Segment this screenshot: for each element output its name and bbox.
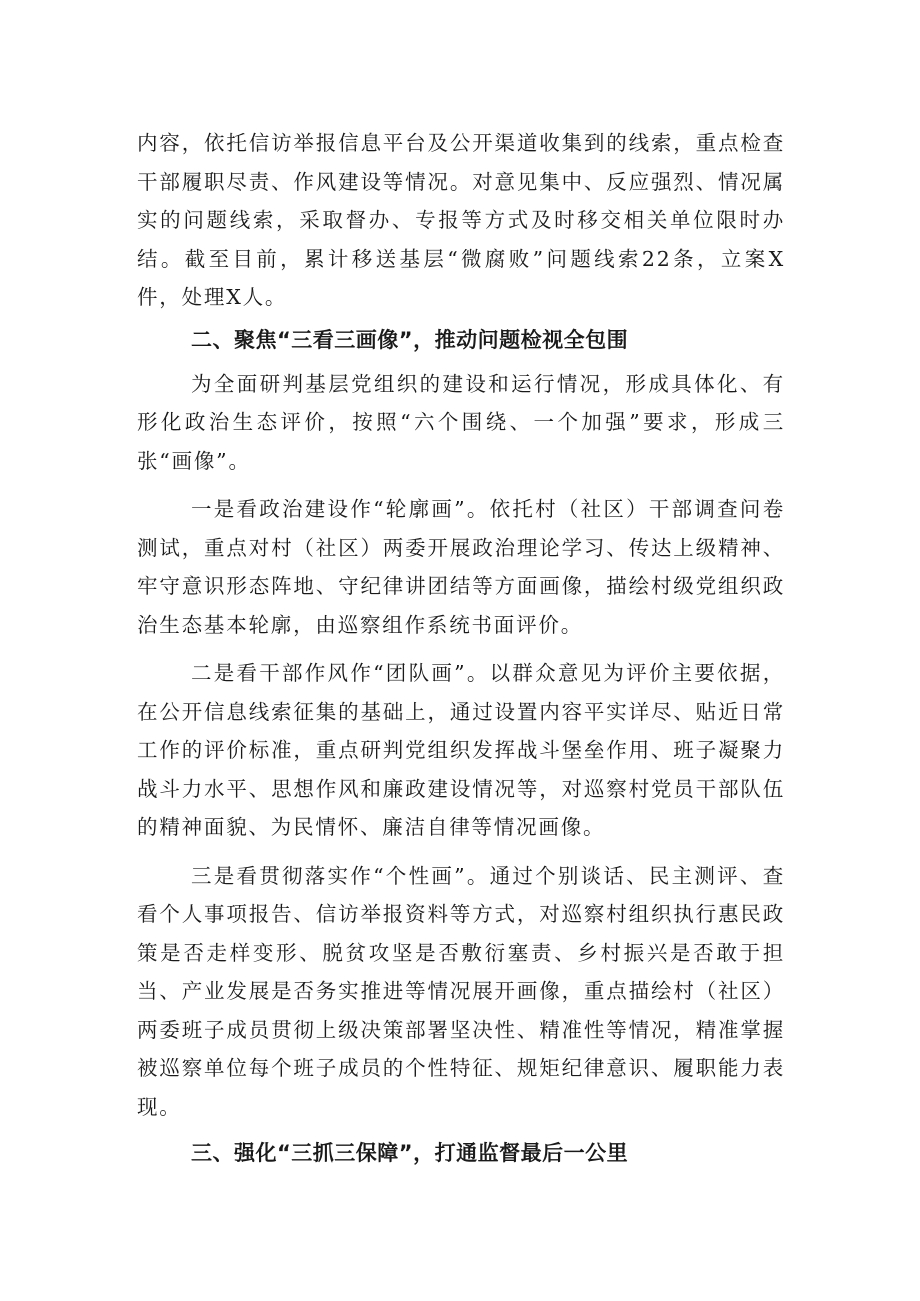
section-heading-2: 二、聚焦“三看三画像”，推动问题检视全包围 (191, 327, 629, 352)
section-heading-3: 三、强化“三抓三保障”，打通监督最后一公里 (191, 1141, 629, 1165)
section-2-item-2: 二是看干部作风作“团队画”。以群众意见为评价主要依据，在公开信息线索征集的基础上，通过设置内容平实详尽、贴近日常工作的评价标准，重点研判党组织发挥战斗堡垒作用、班子凝聚力战斗力水平、思想作风和廉政建设情况等，对巡察村党员干部队伍的精神面貌、为民情怀、廉洁自律等情况画像。 (137, 661, 785, 839)
section-2-item-1: 一是看政治建设作“轮廓画”。依托村（社区）干部调查问卷测试，重点对村（社区）两委开展政治理论学习、传达上级精神、牢守意识形态阵地、守纪律讲团结等方面画像，描绘村级党组织政治生态基本轮廓，由巡察组作系统书面评价。 (137, 497, 785, 637)
section-2-intro: 为全面研判基层党组织的建设和运行情况，形成具体化、有形化政治生态评价，按照“六个围绕、一个加强”要求，形成三张“画像”。 (137, 371, 785, 473)
document-page (137, 124, 785, 1172)
paragraph-continuation: 内容，依托信访举报信息平台及公开渠道收集到的线索，重点检查干部履职尽责、作风建设等情况。对意见集中、反应强烈、情况属实的问题线索，采取督办、专报等方式及时移交相关单位限时办结。截至目前，累计移送基层“微腐败”问题线索22条，立案X件，处理X人。 (137, 131, 785, 309)
section-2-item-3: 三是看贯彻落实作“个性画”。通过个别谈话、民主测评、查看个人事项报告、信访举报资料等方式，对巡察村组织执行惠民政策是否走样变形、脱贫攻坚是否敷衍塞责、乡村振兴是否敢于担当、产业发展是否务实推进等情况展开画像，重点描绘村（社区）两委班子成员贯彻上级决策部署坚决性、精准性等情况，精准掌握被巡察单位每个班子成员的个性特征、规矩纪律意识、履职能力表现。 (137, 863, 785, 1119)
